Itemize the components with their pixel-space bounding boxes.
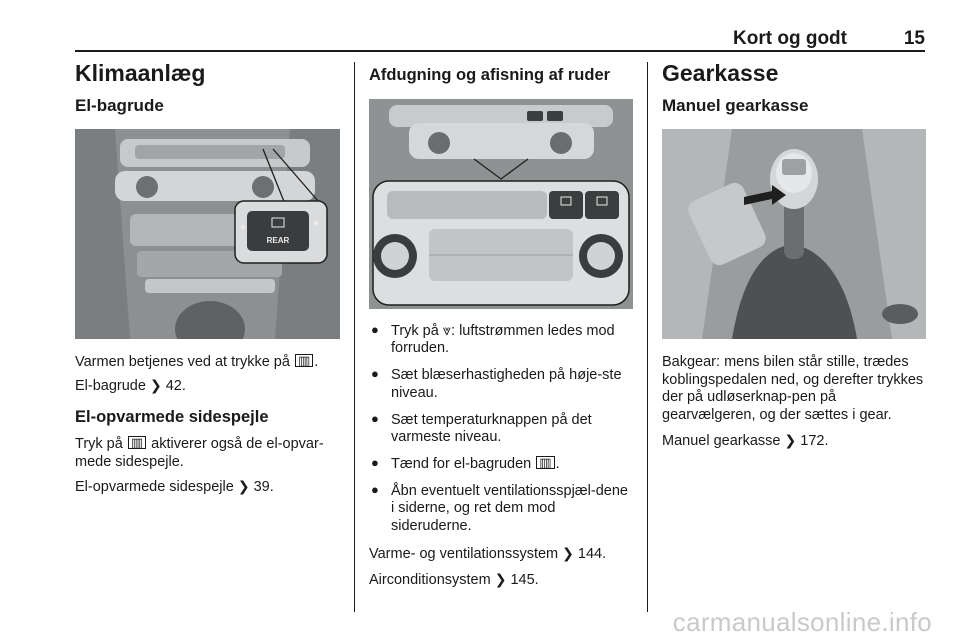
column-divider-1: [354, 62, 355, 612]
page-ref-arrow-icon: ❯: [494, 571, 507, 588]
paragraph-gearbox-ref: Manuel gearkasse ❯ 172.: [662, 431, 829, 449]
paragraph-heating-control: Varmen betjenes ved at trykke på ▥ .: [75, 352, 319, 370]
column-gearbox: [662, 60, 926, 450]
page-ref-arrow-icon: ❯: [237, 478, 250, 495]
paragraph-heating-ref: Varme- og ventilationssystem ❯ 144.: [369, 544, 607, 562]
page-ref-arrow-icon: ❯: [784, 431, 797, 448]
subheading-manual-gearbox: Manuel gearkasse: [662, 96, 809, 116]
paragraph-heated-mirrors: Tryk på ▥ aktiverer også de el-opvar-mede sidespejle.: [75, 435, 324, 470]
list-item: ● Åbn eventuelt ventilationsspjæl-dene i siderne, og ret dem mod sideruderne.: [369, 483, 633, 536]
list-item: ● Tryk på ⩔: luftstrømmen ledes mod forruden.: [369, 323, 633, 358]
heading-defog: Afdugning og afisning af ruder: [369, 66, 611, 84]
heading-gearbox: Gearkasse: [662, 60, 779, 86]
page-ref-arrow-icon: ❯: [562, 544, 574, 561]
watermark: carmanualsonline.info: [672, 607, 932, 637]
subheading-rear-window: El-bagrude: [75, 96, 164, 116]
figure-gear-lever: [662, 129, 926, 339]
heading-climate: Klimaanlæg: [75, 60, 206, 86]
page-header-title: Kort og godt: [733, 28, 847, 49]
figure-rear-defrost-console: [75, 129, 340, 339]
rear-defrost-icon: ▥: [128, 436, 146, 449]
paragraph-ac-ref: Airconditionsystem ❯ 145.: [369, 571, 539, 589]
list-item: ● Sæt blæserhastigheden på høje-ste niveau.: [369, 367, 633, 402]
column-defog: [369, 66, 633, 590]
list-item: ● Tænd for el-bagruden ▥ .: [369, 456, 633, 474]
column-divider-2: [647, 62, 648, 612]
column-climate: [75, 60, 340, 497]
figure-rear-label: REAR: [266, 235, 290, 245]
defog-steps-list: [369, 323, 633, 536]
rear-defrost-icon: ▥: [295, 354, 313, 367]
paragraph-reverse-gear: Bakgear: mens bilen står stille, trædes koblingspedalen ned, og derefter trykkes der på udløserknap-pen på gearvælgeren, og der sættes i gear.: [662, 353, 924, 423]
windshield-defrost-icon: ⩔: [442, 322, 452, 339]
heading-heated-mirrors: El-opvarmede sidespejle: [75, 408, 269, 427]
paragraph-heated-mirrors-ref: El-opvarmede sidespejle ❯ 39.: [75, 478, 274, 496]
page-ref-arrow-icon: ❯: [149, 376, 162, 393]
page-number: 15: [903, 28, 925, 49]
figure-climate-panel: [369, 99, 633, 309]
rear-defrost-icon: ▥: [536, 456, 554, 469]
paragraph-rear-window-ref: El-bagrude ❯ 42.: [75, 376, 186, 394]
list-item: ● Sæt temperaturknappen på det varmeste niveau.: [369, 412, 633, 447]
header-rule: [75, 50, 925, 52]
